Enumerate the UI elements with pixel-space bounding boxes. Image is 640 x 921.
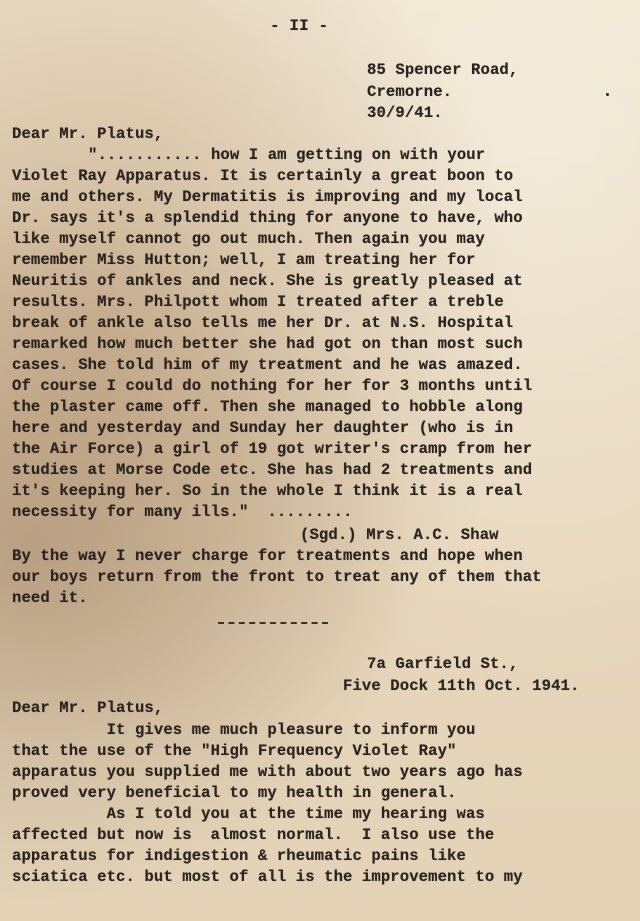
letter1-line: remember Miss Hutton; well, I am treating her for <box>12 251 476 269</box>
letter1-line: the Air Force) a girl of 19 got writer's cramp from her <box>12 440 533 458</box>
letter1-line: Dr. says it's a splendid thing for anyone to have, who <box>12 209 523 227</box>
letter1-line: remarked how much better she had got on than most such <box>12 335 523 353</box>
letter2-line: proved very beneficial to my health in general. <box>12 784 457 802</box>
letter2-line: As I told you at the time my hearing was <box>12 805 485 823</box>
letter1-postscript-line: our boys return from the front to treat any of them that <box>12 568 542 586</box>
letter2-line: apparatus for indigestion & rheumatic pains like <box>12 847 466 865</box>
letter2-address-street: 7a Garfield St., <box>367 655 519 673</box>
letter1-line: break of ankle also tells me her Dr. at N.S. Hospital <box>12 314 514 332</box>
letter1-line: here and yesterday and Sunday her daughter (who is in <box>12 419 514 437</box>
letter1-salutation: Dear Mr. Platus, <box>12 125 164 143</box>
letter1-line: "........... how I am getting on with your <box>88 146 486 164</box>
letter1-line: me and others. My Dermatitis is improving and my local <box>12 188 523 206</box>
letter2-line: It gives me much pleasure to inform you <box>12 721 476 739</box>
letter1-line: it's keeping her. So in the whole I think it is a real <box>12 482 523 500</box>
letter1-date: 30/9/41. <box>367 104 443 122</box>
letter1-line: like myself cannot go out much. Then again you may <box>12 230 485 248</box>
letter2-address-date: Five Dock 11th Oct. 1941. <box>343 677 580 695</box>
page-number: - II - <box>270 17 329 35</box>
letter2-line: apparatus you supplied me with about two years ago has <box>12 763 523 781</box>
letter1-line: studies at Morse Code etc. She has had 2 treatments and <box>12 461 533 479</box>
letter1-signature: (Sgd.) Mrs. A.C. Shaw <box>300 526 499 544</box>
letter1-line: results. Mrs. Philpott whom I treated after a treble <box>12 293 504 311</box>
letter1-line: Violet Ray Apparatus. It is certainly a great boon to <box>12 167 514 185</box>
letter1-postscript-line: need it. <box>12 589 88 607</box>
letter1-postscript-line: By the way I never charge for treatments and hope when <box>12 547 523 565</box>
letter2-line: that the use of the "High Frequency Violet Ray" <box>12 742 457 760</box>
paper-speck <box>606 93 609 96</box>
letter2-line: sciatica etc. but most of all is the improvement to my <box>12 868 523 886</box>
letter2-line: affected but now is almost normal. I also use the <box>12 826 495 844</box>
section-divider <box>218 622 328 624</box>
letter1-address-suburb: Cremorne. <box>367 83 453 101</box>
letter1-line: the plaster came off. Then she managed to hobble along <box>12 398 523 416</box>
letter1-line: cases. She told him of my treatment and he was amazed. <box>12 356 523 374</box>
letter1-line: necessity for many ills." ......... <box>12 503 353 521</box>
letter2-salutation: Dear Mr. Platus, <box>12 699 164 717</box>
letter1-line: Neuritis of ankles and neck. She is greatly pleased at <box>12 272 523 290</box>
letter1-line: Of course I could do nothing for her for 3 months until <box>12 377 533 395</box>
letter1-address-street: 85 Spencer Road, <box>367 61 519 79</box>
